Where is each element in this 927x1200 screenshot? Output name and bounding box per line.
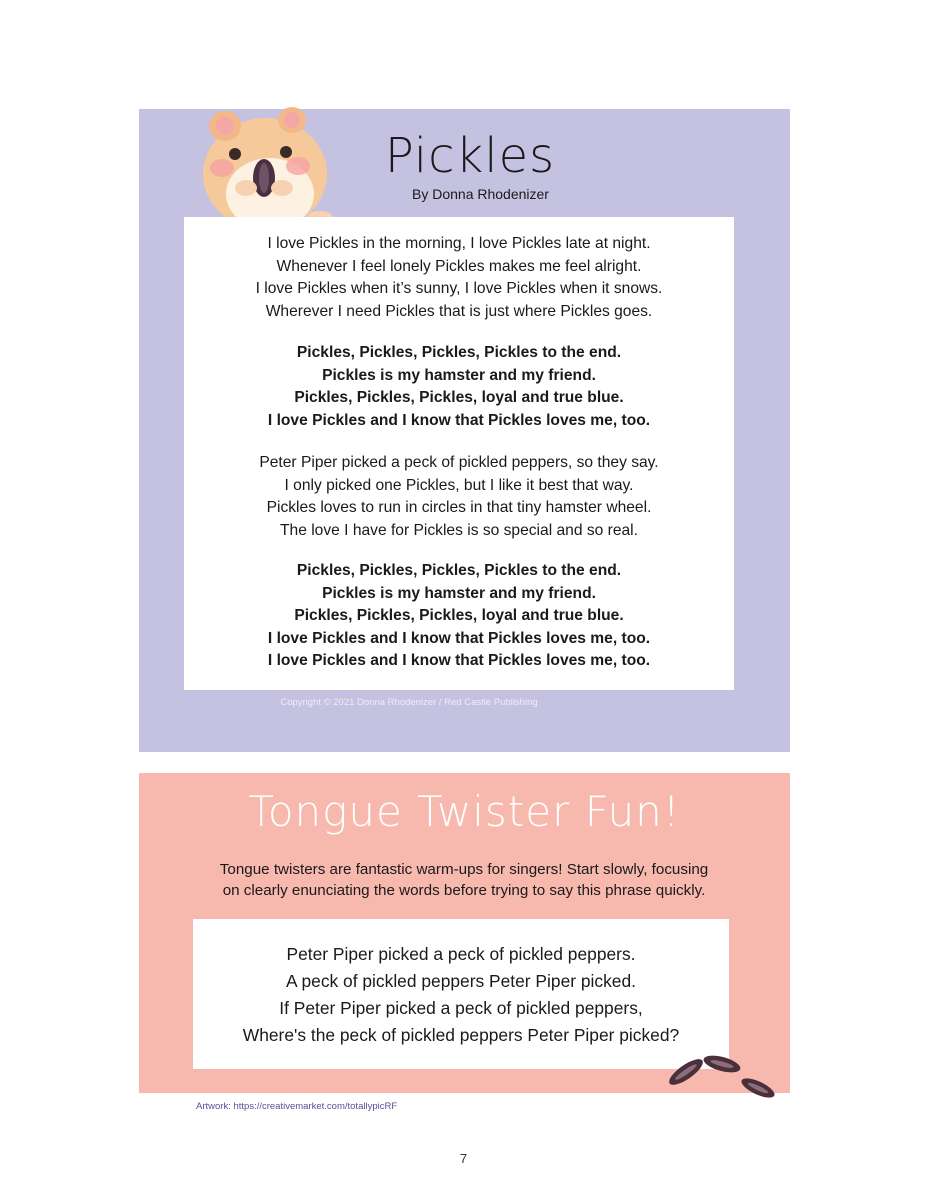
tongue-twister-title: Tongue Twister Fun! xyxy=(248,787,681,836)
tongue-twister-intro xyxy=(184,859,744,901)
artwork-credit: Artwork: https://creativemarket.com/totallypicRF xyxy=(196,1101,398,1112)
poem-line: The love I have for Pickles is so special and so real. xyxy=(280,521,638,539)
poem-line: I love Pickles and I know that Pickles loves me, too. xyxy=(267,652,651,669)
copyright-notice: Copyright © 2021 Donna Rhodenizer / Red Castle Publishing xyxy=(280,697,538,708)
poem-line: I only picked one Pickles, but I like it best that way. xyxy=(284,476,634,494)
poem-line: I love Pickles and I know that Pickles loves me, too. xyxy=(267,629,651,647)
poem-chorus-1 xyxy=(184,342,734,432)
page-number: 7 xyxy=(459,1151,468,1166)
poem-chorus-2 xyxy=(184,560,734,673)
poem-line: Whenever I feel lonely Pickles makes me feel alright. xyxy=(276,257,642,275)
poem-line: Pickles is my hamster and my friend. xyxy=(322,584,596,602)
poem-line: Peter Piper picked a peck of pickled peppers, so they say. xyxy=(259,454,659,471)
poem-byline: By Donna Rhodenizer xyxy=(412,186,549,202)
poem-line: Pickles is my hamster and my friend. xyxy=(322,366,596,384)
poem-line: Pickles, Pickles, Pickles, loyal and true blue. xyxy=(294,607,624,624)
twister-line: A peck of pickled peppers Peter Piper picked. xyxy=(286,971,636,991)
poem-line: Pickles, Pickles, Pickles, loyal and true blue. xyxy=(294,389,624,406)
poem-line: I love Pickles in the morning, I love Pickles late at night. xyxy=(267,235,651,252)
poem-line: Pickles, Pickles, Pickles, Pickles to the end. xyxy=(296,562,622,579)
sunflower-seeds-illustration xyxy=(660,1050,780,1105)
twister-line: If Peter Piper picked a peck of pickled peppers, xyxy=(279,998,643,1018)
poem-title: Pickles xyxy=(384,128,556,184)
intro-line: Tongue twisters are fantastic warm-ups for singers! Start slowly, focusing xyxy=(219,861,709,878)
tongue-twister-text xyxy=(193,941,729,1049)
poem-line: I love Pickles when it’s sunny, I love Pickles when it snows. xyxy=(255,280,663,297)
poem-line: Pickles loves to run in circles in that tiny hamster wheel. xyxy=(266,499,652,516)
hamster-illustration xyxy=(180,86,350,236)
poem-stanza-1 xyxy=(184,233,734,323)
poem-line: Pickles, Pickles, Pickles, Pickles to the end. xyxy=(296,344,622,361)
poem-line: Wherever I need Pickles that is just where Pickles goes. xyxy=(265,302,653,320)
twister-line: Where's the peck of pickled peppers Peter Piper picked? xyxy=(242,1025,680,1045)
twister-line: Peter Piper picked a peck of pickled peppers. xyxy=(286,944,636,964)
poem-stanza-2 xyxy=(184,452,734,542)
intro-line: on clearly enunciating the words before trying to say this phrase quickly. xyxy=(222,882,706,899)
poem-line: I love Pickles and I know that Pickles loves me, too. xyxy=(267,411,651,429)
